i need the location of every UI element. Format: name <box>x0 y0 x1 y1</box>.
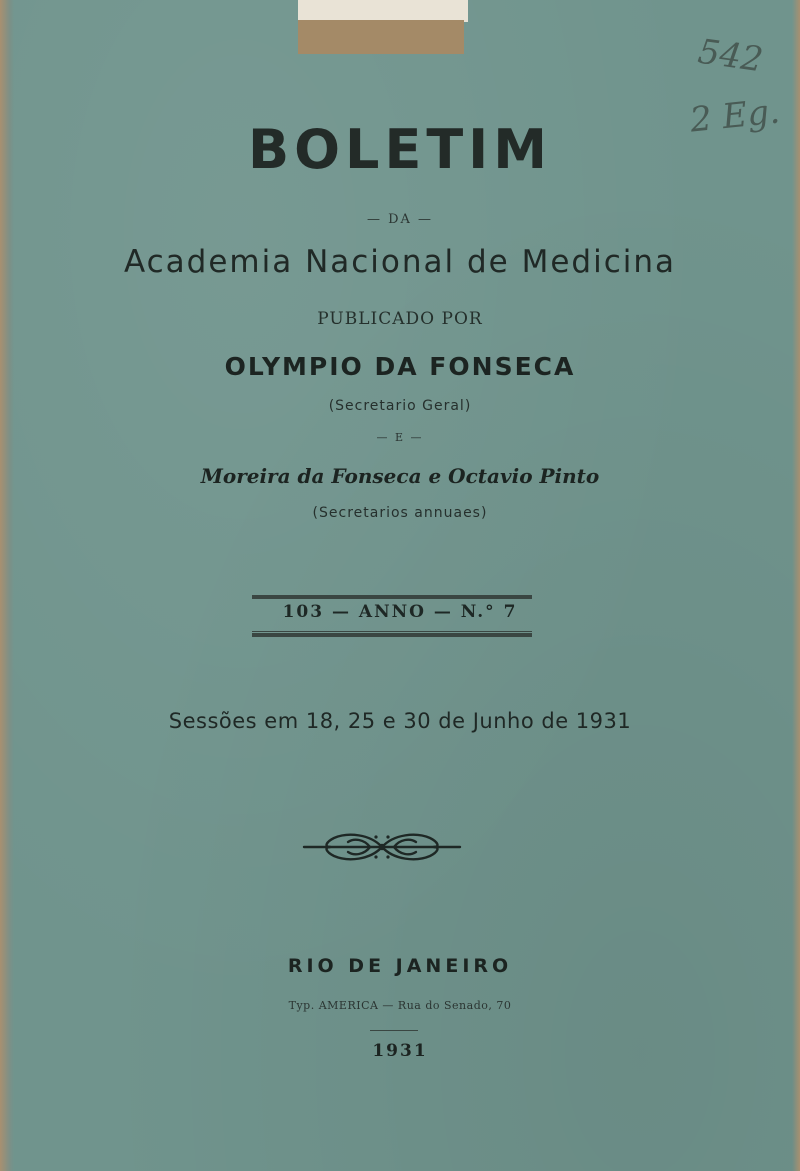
handwritten-code: 2 Eg. <box>688 91 782 141</box>
city-name: RIO DE JANEIRO <box>287 955 513 977</box>
volume-rule-bottom <box>252 631 532 632</box>
editor-role: (Secretario Geral) <box>328 398 472 414</box>
editor-name: OLYMPIO DA FONSECA <box>224 352 576 381</box>
ornament-icon <box>300 826 464 868</box>
handwritten-number: 542 <box>695 31 766 81</box>
year-rule <box>370 1030 418 1031</box>
volume-rule-top <box>252 598 532 599</box>
torn-corner <box>298 0 468 22</box>
publication-year: 1931 <box>372 1041 428 1061</box>
da-separator: — DA — <box>366 212 434 227</box>
academy-name: Academia Nacional de Medicina <box>123 244 677 280</box>
e-separator: — E — <box>376 431 424 444</box>
published-by: PUBLICADO POR <box>317 309 483 329</box>
co-editors: Moreira da Fonseca e Octavio Pinto <box>200 464 600 488</box>
tape-strip <box>298 20 464 54</box>
printer-line: Typ. AMERICA — Rua do Senado, 70 <box>288 999 512 1012</box>
sessions-line: Sessões em 18, 25 e 30 de Junho de 1931 <box>168 709 632 733</box>
cover-title: BOLETIM <box>247 118 553 181</box>
volume-number: 103 — ANNO — N.° 7 <box>282 602 518 622</box>
co-editors-role: (Secretarios annuaes) <box>312 505 488 521</box>
